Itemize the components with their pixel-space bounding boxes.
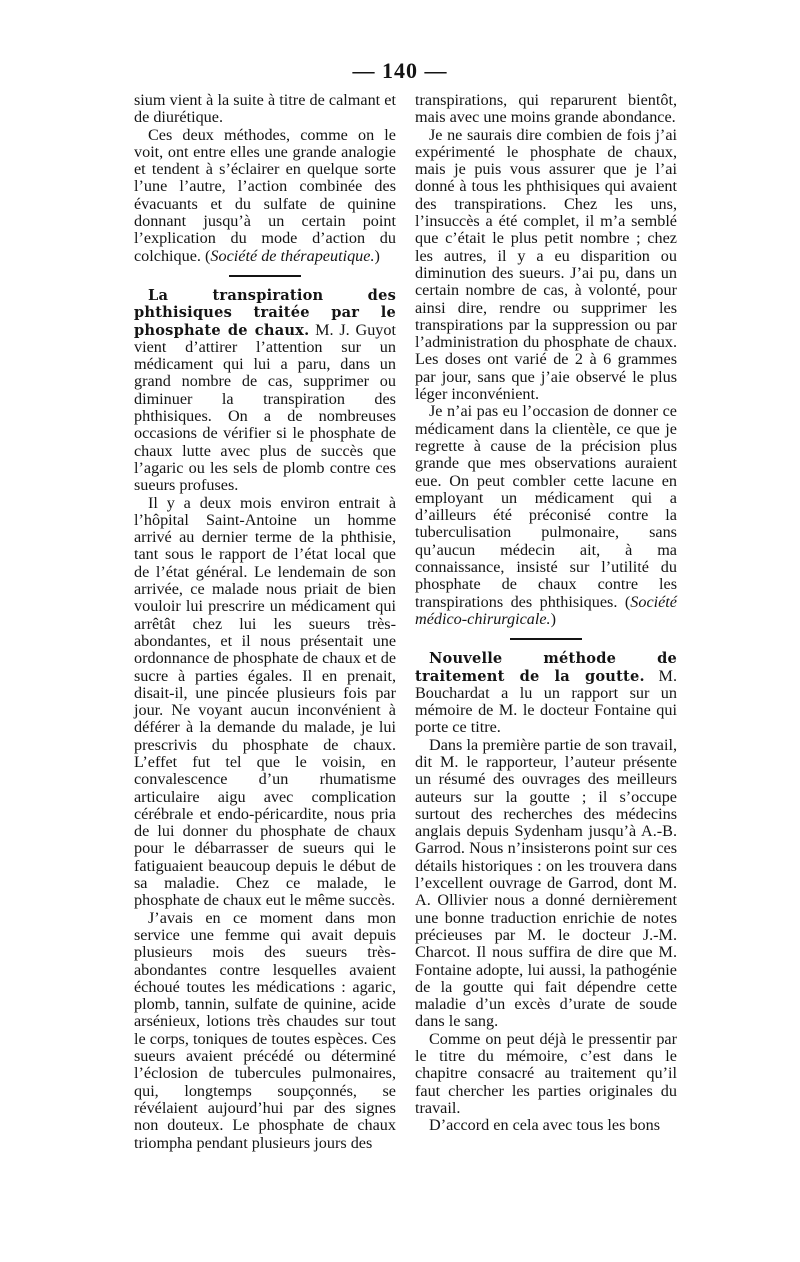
section-heading: La transpiration des phthisiques traitée par le phosphate de chaux. [134, 286, 396, 339]
page-number: — 140 — [352, 58, 448, 83]
paragraph [415, 650, 677, 736]
paragraph [134, 127, 396, 265]
paragraph [415, 403, 677, 628]
paragraph-text: Je n’ai pas eu l’occasion de donner ce médicament dans la clientèle, ce que je regrette à cause de la précision plus grande que mes observations auraient eue. On peut combler cette lacune en employant un médicament qui a d’ailleurs été préconisé contre la tuberculisation pulmonaire, sans qu’aucun médecin ait, à ma connaissance, insisté sur l’utilité du phosphate de chaux contre les transpirations des phthisiques. ( [415, 402, 677, 611]
section-divider [229, 275, 301, 277]
paragraph-text: Ces deux méthodes, comme on le voit, ont entre elles une grande analogie et tendent à s’éclairer en quelque sorte l’une l’autre, l’action combinée des évacuants et du sulfate de quinine donnant jusqu’à un certain point l’explication du mode d’action du colchique. ( [134, 125, 396, 265]
paragraph-text: ) [374, 246, 380, 265]
paragraph-text: M. J. Guyot vient d’attirer l’attention sur un médicament qui lui a paru, dans un grand nombre de cas, supprimer ou diminuer la transpiration des phthisiques. On a de nombreuses occasions de vérifier si le phosphate de chaux lutte avec plus de succès que l’agaric ou les sels de plomb contre ces sueurs profuses. [134, 320, 396, 495]
paragraph: Je ne saurais dire combien de fois j’ai expérimenté le phosphate de chaux, mais je puis vous assurer que je l’ai donné à tous les phthisiques qui avaient des transpirations. Chez les uns, l’insuccès a été complet, il m’a semblé que c’était le plus petit nombre ; chez les autres, il y a eu disparition ou diminution des sueurs. J’ai pu, dans un certain nombre de cas, à volonté, pour ainsi dire, rendre ou supprimer les transpirations par la suppression ou par l’administration du phosphate de chaux. Les doses ont varié de 2 à 6 grammes par jour, sans que j’aie observé le plus léger inconvénient. [415, 125, 677, 404]
right-column [415, 92, 677, 1135]
source-citation: Société médico-chirurgicale. [415, 592, 677, 628]
section-divider [510, 638, 582, 640]
paragraph-text: M. Bouchardat a lu un rapport sur un mémoire de M. le docteur Fontaine qui porte ce titre. [415, 666, 677, 737]
paragraph: transpirations, qui reparurent bientôt, mais avec une moins grande abondance. [415, 91, 677, 127]
section-heading: Nouvelle méthode de traitement de la goutte. [415, 650, 677, 685]
paragraph: D’accord en cela avec tous les bons [429, 1116, 661, 1135]
paragraph: Dans la première partie de son travail, dit M. le rapporteur, l’auteur présente un résumé des ouvrages des meilleurs auteurs sur la goutte ; il s’occupe surtout des recherches des médecins anglais depuis Sydenham jusqu’à A.-B. Garrod. Nous n’insisterons point sur ces détails historiques : on les trouvera dans l’excellent ouvrage de Garrod, dont M. A. Ollivier nous a donné dernièrement une bonne traduction enrichie de notes précieuses par M. le docteur J.-M. Charcot. Il nous suffira de dire que M. Fontaine adopte, lui aussi, la pathogénie de la goutte qui fait dépendre cette maladie d’un excès d’urate de soude dans le sang. [415, 735, 677, 1031]
paragraph: J’avais en ce moment dans mon service une femme qui avait depuis plusieurs mois des sueurs très-abondantes contre lesquelles avaient échoué toutes les médications : agaric, plomb, tannin, sulfate de quinine, acide arsénieux, lotions très chaudes sur tout le corps, toniques de toutes espèces. Ces sueurs avaient précédé ou déterminé l’éclosion de tubercules pulmonaires, qui, longtemps soupçonnés, se révélaient aujourd’hui par des signes non douteux. Le phosphate de chaux triompha pendant plusieurs jours des [134, 908, 396, 1152]
paragraph: sium vient à la suite à titre de calmant et de diurétique. [134, 91, 396, 127]
paragraph: Il y a deux mois environ entrait à l’hôpital Saint-Antoine un homme arrivé au dernier terme de la phthisie, tant sous le rapport de l’état local que de l’état général. Le lendemain de son arrivée, ce malade nous priait de bien vouloir lui prescrire un médicament qui arrêtât chez lui les sueurs très-abondantes, et il nous présentait une ordonnance de phosphate de chaux et de sucre à parties égales. Il en prenait, disait-il, une pincée plusieurs fois par jour. Ne voyant aucun inconvénient à déférer à la demande du malade, je lui prescrivis du phosphate de chaux. L’effet fut tel que le voisin, en convalescence d’un rhumatisme articulaire aigu avec complication cérébrale et endo-péricardite, nous pria de lui donner du phosphate de chaux pour le débarrasser de sueurs qui le fatiguaient beaucoup depuis le début de sa maladie. Chez ce malade, le phosphate de chaux eut le même succès. [134, 493, 396, 910]
source-citation: Société de thérapeutique. [210, 246, 375, 265]
paragraph: Comme on peut déjà le pressentir par le titre du mémoire, c’est dans le chapitre consacré au traitement qu’il faut chercher les parties originales du travail. [415, 1029, 677, 1117]
paragraph [134, 287, 396, 495]
paragraph-text: ) [550, 609, 556, 628]
left-column [134, 92, 396, 1152]
